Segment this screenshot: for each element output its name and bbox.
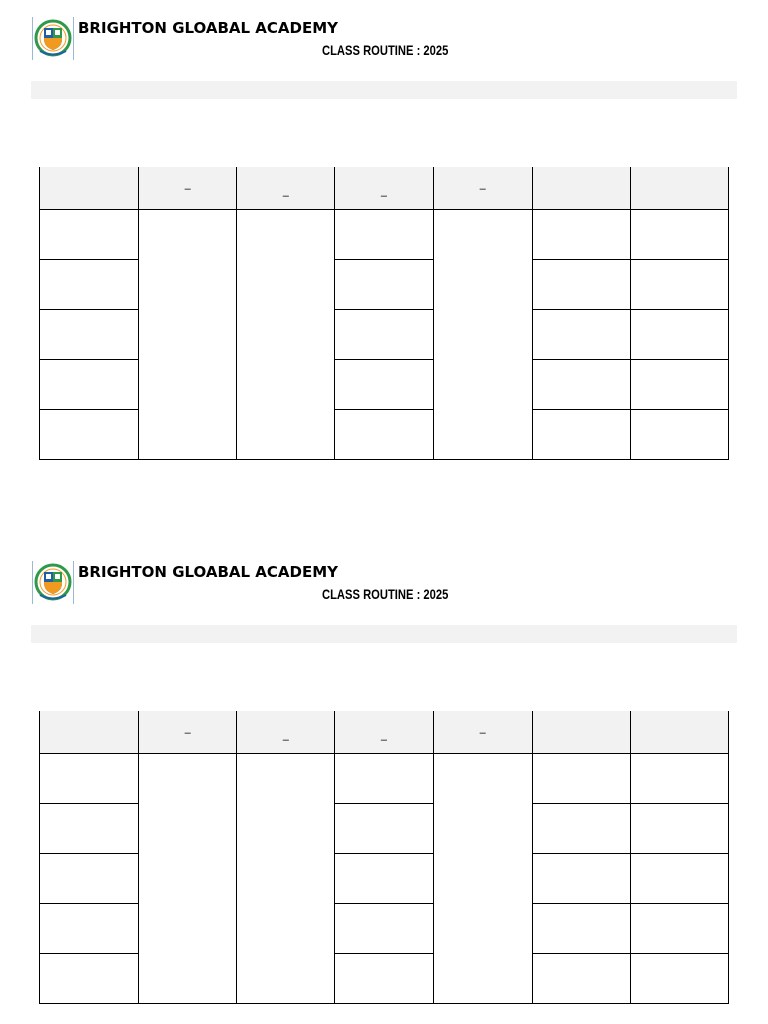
table-cell — [40, 954, 139, 1004]
school-name: BRIGHTON GLOABAL ACADEMY — [78, 19, 339, 37]
table-cell — [335, 754, 433, 804]
routine-sheet-2 — [0, 544, 768, 1004]
table-row — [40, 754, 729, 804]
table-cell — [40, 210, 139, 260]
routine-table — [39, 711, 729, 1004]
header-dash: – — [184, 183, 191, 195]
table-cell — [532, 754, 630, 804]
table-cell — [335, 260, 433, 310]
table-cell — [40, 310, 139, 360]
header-cell — [237, 711, 335, 754]
table-cell — [335, 904, 433, 954]
header-cell — [433, 711, 532, 754]
header-cell — [433, 167, 532, 210]
header-dash: – — [282, 190, 289, 202]
header-dash: – — [380, 734, 388, 746]
table-header-row — [40, 167, 729, 210]
table-cell — [335, 310, 433, 360]
merged-cell — [237, 210, 335, 460]
table-cell — [532, 360, 630, 410]
table-cell — [532, 954, 630, 1004]
table-cell — [532, 210, 630, 260]
routine-title: CLASS ROUTINE : 2025 — [322, 42, 449, 58]
table-cell — [532, 310, 630, 360]
header-cell — [630, 711, 728, 754]
table-header-row — [40, 711, 729, 754]
header-dash: – — [184, 727, 191, 739]
school-name: BRIGHTON GLOABAL ACADEMY — [78, 563, 339, 581]
header-cell — [335, 167, 433, 210]
table-cell — [335, 210, 433, 260]
table-cell — [532, 260, 630, 310]
school-crest-icon — [32, 17, 74, 60]
class-info-bar — [31, 81, 737, 99]
merged-cell — [433, 754, 532, 1004]
header-cell — [335, 711, 433, 754]
table-cell — [40, 260, 139, 310]
table-cell — [532, 410, 630, 460]
table-cell — [335, 804, 433, 854]
table-cell — [532, 854, 630, 904]
header-dash: – — [380, 190, 388, 202]
table-row — [40, 210, 729, 260]
table-cell — [40, 754, 139, 804]
merged-cell — [139, 210, 237, 460]
header-cell — [40, 167, 139, 210]
table-cell — [630, 360, 728, 410]
table-cell — [630, 804, 728, 854]
routine-table — [39, 167, 729, 460]
table-cell — [630, 754, 728, 804]
header-dash: – — [479, 183, 486, 195]
table-cell — [40, 804, 139, 854]
table-cell — [40, 360, 139, 410]
table-cell — [630, 210, 728, 260]
header-dash: – — [479, 727, 486, 739]
table-cell — [335, 360, 433, 410]
table-cell — [532, 904, 630, 954]
routine-sheet-1 — [0, 0, 768, 460]
header-cell — [532, 167, 630, 210]
merged-cell — [433, 210, 532, 460]
header-cell — [532, 711, 630, 754]
merged-cell — [237, 754, 335, 1004]
table-cell — [40, 854, 139, 904]
table-cell — [532, 804, 630, 854]
header-cell — [139, 711, 237, 754]
header-cell — [237, 167, 335, 210]
table-cell — [630, 310, 728, 360]
table-cell — [40, 410, 139, 460]
table-cell — [630, 260, 728, 310]
header-dash: – — [282, 734, 289, 746]
table-cell — [335, 410, 433, 460]
header-cell — [139, 167, 237, 210]
table-cell — [335, 854, 433, 904]
table-cell — [630, 954, 728, 1004]
school-crest-icon — [32, 561, 74, 604]
class-info-bar — [31, 625, 737, 643]
table-cell — [630, 904, 728, 954]
table-cell — [40, 904, 139, 954]
header-cell — [40, 711, 139, 754]
table-cell — [630, 410, 728, 460]
merged-cell — [139, 754, 237, 1004]
table-cell — [335, 954, 433, 1004]
header-cell — [630, 167, 728, 210]
routine-title: CLASS ROUTINE : 2025 — [322, 586, 449, 602]
table-cell — [630, 854, 728, 904]
